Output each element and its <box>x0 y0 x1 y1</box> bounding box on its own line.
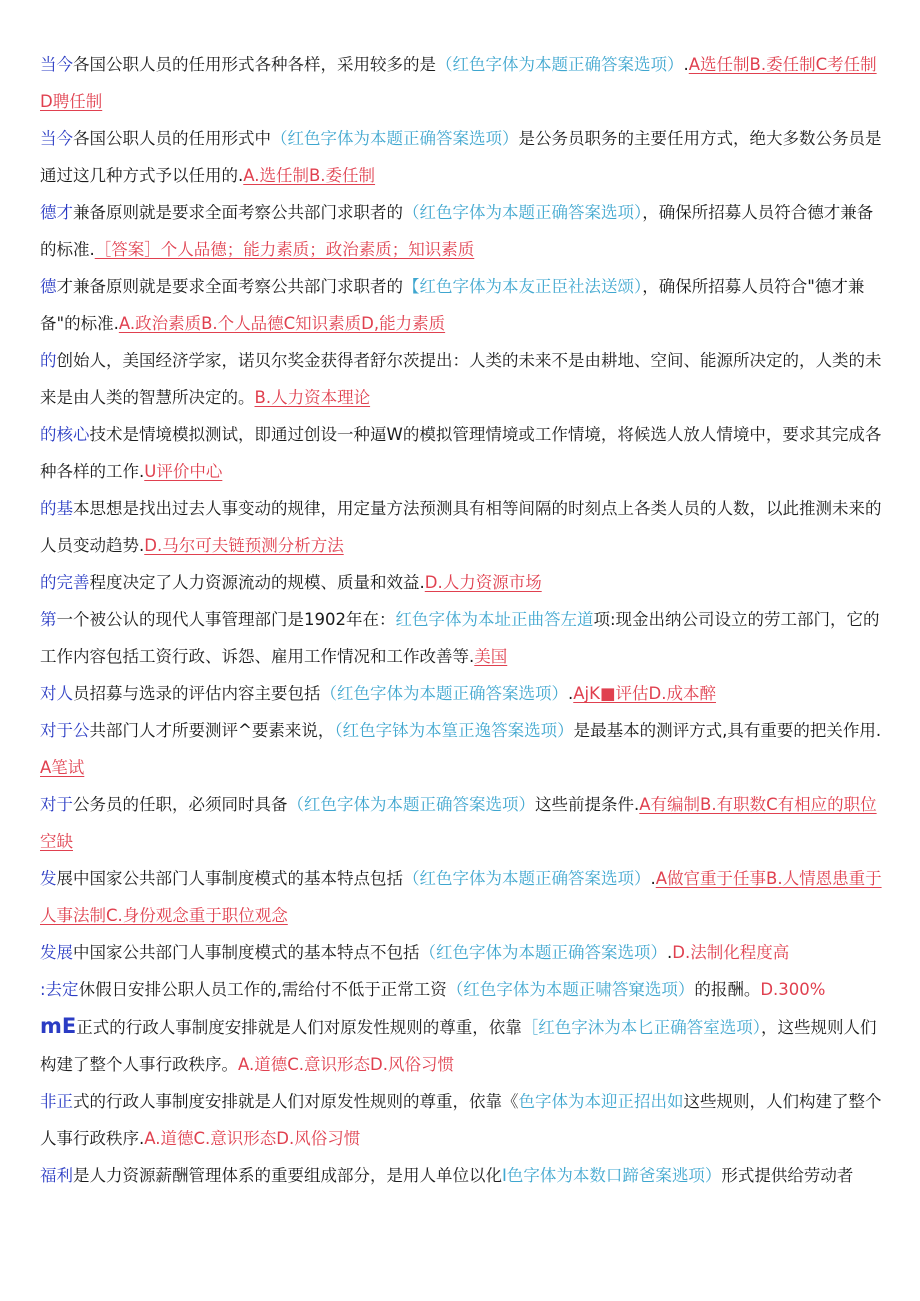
answer-text: A做官重于任事B.人情恩患重于人事法制C.身份观念重于职位观念 <box>40 869 882 925</box>
question-stem: 展中国家公共部门人事制度模式的基本特点包括 <box>56 869 403 888</box>
question-item <box>40 1008 882 1083</box>
answer-text: A.选任制B.委任制 <box>243 166 376 185</box>
question-stem: 兼备原则就是要求全面考察公共部门求职者的 <box>73 203 403 222</box>
answer-text: D.人力资源市场 <box>424 573 542 592</box>
answer-hint: I色字体为本数口蹄爸案逃项） <box>502 1166 722 1185</box>
question-tail: . <box>683 55 689 74</box>
question-lead: :去定 <box>40 980 79 999</box>
question-stem: 共部门人才所要测评^要素来说， <box>89 721 335 740</box>
answer-hint: ［红色字沐为本匕正确答室选项） <box>521 1018 761 1037</box>
question-stem: 休假日安排公职人员工作的,需给付不低于正常工资 <box>78 980 447 999</box>
answer-hint: （红色字体为本题正确答案选项） <box>320 684 568 703</box>
question-tail: 项:现金出纳公司设立的劳工部门，它的工作内容包括工资行政、诉怨、雇用工作情况和工作改善等. <box>40 610 880 666</box>
question-tail: ，这些规则人们构建了整个人事行政秩序。 <box>40 1018 877 1074</box>
question-item <box>40 268 882 342</box>
answer-hint: 【红色字体为本友正臣社法送颂） <box>403 277 643 296</box>
question-lead: mE <box>40 1014 77 1038</box>
question-item <box>40 46 882 120</box>
question-item <box>40 490 882 564</box>
question-lead: 当今 <box>40 55 73 74</box>
question-lead: 发展 <box>40 943 73 962</box>
answer-text: AjK■评估D.成本醉 <box>573 684 716 703</box>
question-tail: 这些前提条件. <box>535 795 640 814</box>
question-stem: 是人力资源薪酬管理体系的重要组成部分，是用人单位以化 <box>73 1166 502 1185</box>
question-tail: 是最基本的测评方式,具有重要的把关作用. <box>573 721 882 740</box>
question-stem: 正式的行政人事制度安排就是人们对原发性规则的尊重，依靠 <box>76 1018 522 1037</box>
question-item <box>40 1157 882 1194</box>
answer-text: A.道德C.意识形态D.风俗习惯 <box>144 1129 361 1148</box>
question-stem: 本思想是找出过去人事变动的规律，用定量方法预测具有相等间隔的时刻点上各类人员的人数，以此推测未来的人员变动趋势. <box>40 499 882 555</box>
question-item <box>40 675 882 712</box>
question-tail: 这些规则，人们构建了整个人事行政秩序. <box>40 1092 882 1148</box>
answer-hint: （红色字体为本题正确答案选项） <box>271 129 519 148</box>
question-stem: 中国家公共部门人事制度模式的基本特点不包括 <box>73 943 420 962</box>
question-lead: 当今 <box>40 129 73 148</box>
answer-text: ［答案］个人品德；能力素质；政治素质；知识素质 <box>94 240 475 259</box>
question-lead: 发 <box>40 869 57 888</box>
question-lead: 对于 <box>40 795 73 814</box>
answer-text: A有编制B.有职数C有相应的职位空缺 <box>40 795 877 851</box>
answer-hint: （红色字体为本题正确答案选项） <box>436 55 684 74</box>
question-lead: 福利 <box>40 1166 73 1185</box>
answer-text: A笔试 <box>40 758 85 777</box>
answer-hint: （红色字体为本题正确答案选项） <box>287 795 535 814</box>
answer-text: U评价中心 <box>144 462 223 481</box>
question-stem: 才兼备原则就是要求全面考察公共部门求职者的 <box>56 277 403 296</box>
question-stem: 技术是情境模拟测试，即通过创设一种逼W的模拟管理情境或工作情境，将候选人放人情境中，要求其完成各种各样的工作. <box>40 425 882 481</box>
question-lead: 的核心 <box>40 425 90 444</box>
question-item <box>40 860 882 934</box>
question-lead: 德才 <box>40 203 73 222</box>
question-tail: ，确保所招募人员符合德才兼备的标准. <box>40 203 874 259</box>
question-stem: 各国公职人员的任用形式各种各样，采用较多的是 <box>73 55 436 74</box>
question-item <box>40 342 882 416</box>
question-tail: ，确保所招募人员符合"德才兼备"的标准. <box>40 277 865 333</box>
question-lead: 非正 <box>40 1092 73 1111</box>
question-stem: 公务员的任职，必须同时具备 <box>73 795 288 814</box>
question-item <box>40 934 882 971</box>
question-stem: 创始人，美国经济学家，诺贝尔奖金获得者舒尔茨提出：人类的未来不是由耕地、空间、能源所决定的，人类的未来是由人类的智慧所决定的。 <box>40 351 882 407</box>
question-tail: 的报酬。 <box>694 980 761 999</box>
answer-hint: （红色字钵为本篁正逸答案选项） <box>334 721 574 740</box>
question-lead: 对人 <box>40 684 73 703</box>
question-stem: 各国公职人员的任用形式中 <box>73 129 271 148</box>
question-tail: . <box>568 684 574 703</box>
question-list <box>40 46 882 1194</box>
question-item <box>40 194 882 268</box>
answer-hint: 色字体为本迎正招出如 <box>518 1092 684 1111</box>
answer-text: A.政治素质B.个人品德C知识素质D,能力素质 <box>118 314 446 333</box>
answer-text: 美国 <box>474 647 508 666</box>
answer-text: A.道德C.意识形态D.风俗习惯 <box>238 1055 454 1074</box>
answer-hint: （红色字体为本题正确答案选项） <box>403 203 643 222</box>
question-item <box>40 971 882 1008</box>
question-tail: 是公务员职务的主要任用方式，绝大多数公务员是通过这几种方式予以任用的. <box>40 129 882 185</box>
question-stem: 式的行政人事制度安排就是人们对原发性规则的尊重，依靠《 <box>73 1092 519 1111</box>
answer-text: D.马尔可夫链预测分析方法 <box>144 536 344 555</box>
question-stem: 员招募与选录的评估内容主要包括 <box>73 684 321 703</box>
question-item <box>40 416 882 490</box>
answer-text: D.300% <box>760 980 826 999</box>
question-item <box>40 786 882 860</box>
question-item <box>40 120 882 194</box>
question-item <box>40 601 882 675</box>
question-lead: 的基 <box>40 499 73 518</box>
answer-hint: （红色字体为本题正啸答窠选项） <box>446 980 695 999</box>
question-item <box>40 1083 882 1157</box>
answer-hint: （红色字体为本题正确答案选项） <box>403 869 651 888</box>
question-item <box>40 564 882 601</box>
answer-hint: 红色字体为本址正曲答左道 <box>395 610 594 629</box>
question-lead: 的完善 <box>40 573 90 592</box>
question-item <box>40 712 882 786</box>
question-tail: . <box>650 869 656 888</box>
answer-text: A选任制B.委任制C考任制D聘任制 <box>40 55 877 111</box>
question-lead: 德 <box>40 277 57 296</box>
answer-text: B.人力资本理论 <box>254 388 371 407</box>
answer-hint: （红色字体为本题正确答案选项） <box>419 943 667 962</box>
question-tail: . <box>667 943 673 962</box>
answer-text: D.法制化程度高 <box>672 943 790 962</box>
question-stem: 一个被公认的现代人事管理部门是1902年在： <box>56 610 396 629</box>
question-tail: 形式提供给劳动者 <box>721 1166 854 1185</box>
question-lead: 的 <box>40 351 57 370</box>
question-lead: 第 <box>40 610 57 629</box>
question-lead: 对于公 <box>40 721 90 740</box>
question-stem: 程度决定了人力资源流动的规模、质量和效益. <box>89 573 425 592</box>
